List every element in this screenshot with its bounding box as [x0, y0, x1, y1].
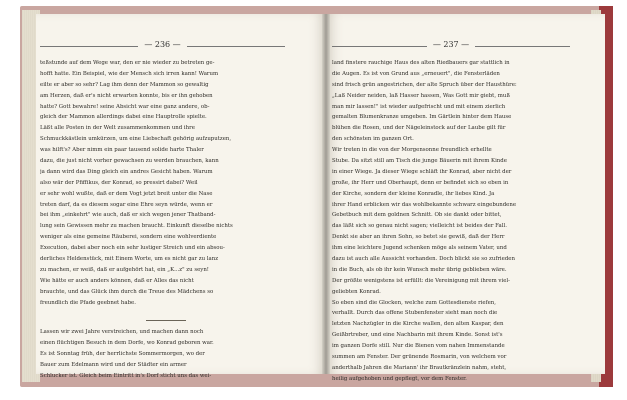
text-line: eilte er aber so sehr? Lag ihm denn der Mammon so gewaltig [40, 81, 209, 88]
text-line: Der größte wenigstens ist erfüllt: die Vereinigung mit ihrem viel- [332, 277, 510, 284]
right-page-number: — 237 — [427, 40, 475, 49]
text-line: das läßt sich so genau nicht sagen; vielleicht ist beides der Fall. [332, 223, 507, 230]
text-line: zu machen, er weiß, daß er aufgehört hat, ein „K...z" zu seyn! [40, 266, 209, 273]
text-line: gleich der Mammon allerdings dabei eine Hauptrolle spielte. [40, 114, 207, 121]
text-line: in einer Wiege. Ja dieser Wiege schläft ihr Konrad, aber nicht der [332, 168, 512, 175]
text-line: man mir lassen!" ist wieder aufgefrischt und mit einem zierlich [332, 103, 506, 110]
text-line: im ganzen Dorfe still. Nur die Bienen vom nahen Immenstande [332, 343, 505, 350]
text-line: dazu ist auch alle Aussicht vorhanden. Doch blickt sie so zufrieden [332, 256, 515, 263]
text-line: Wir treten in die von der Morgensonne freundlich erhellte [332, 147, 492, 154]
right-page-header [332, 40, 570, 52]
text-line: anderthalb Jahren die Mariann' ihr Brautkränzlein nahm, steht, [332, 364, 507, 371]
text-line: derliches Heldenstück, mit Einem Worte, um es nicht gar zu lanz [40, 256, 219, 263]
text-line: hatte? Gott bewahre! seine Absicht war eine ganz andere, ob- [40, 103, 210, 110]
book-gutter [322, 14, 330, 374]
text-line: geliebten Konrad. [332, 288, 381, 295]
text-line: am Herzen, daß er's nicht erwarten konnte, bis er ihn gehoben [40, 92, 213, 99]
text-line: Lassen wir zwei Jahre verstreichen, und machen dann noch [40, 329, 204, 335]
text-line: verhallt. Durch das offene Stubenfenster sieht man noch die [332, 310, 498, 317]
text-line: er sehr wohl wußte, daß er dem Vogt jetzt breit unter die Nase [40, 190, 213, 197]
text-line: ihm eine leichtere Jugend schenken möge als seinem Vater, und [332, 245, 507, 252]
left-page-text [40, 58, 288, 308]
text-line: gemalten Blumenkranze umgeben. Im Gärtlein hinter dem Hause [332, 114, 512, 121]
text-line: Stube. Da sitzt still am Tisch die junge Bäuerin mit ihrem Kinde [332, 158, 507, 165]
text-line: letzten Nachzügler in die Kirche wallen, den alten Kaspar, den [332, 321, 504, 328]
text-line: brauchte, und das Glück ihm durch die Treue des Mädchens so [40, 288, 214, 295]
text-line: summen am Fenster. Der grünende Rosmarin, von welchem vor [332, 354, 507, 361]
text-line: Wie hätte er auch anders können, daß er Alles das nicht [40, 277, 194, 284]
text-line: blühen die Rosen, und der Nägeleinstock auf der Laube gilt für [332, 125, 506, 132]
text-line: ihrer Hand erblicken wir das wohlbekannte schwarz eingebundene [332, 201, 517, 208]
text-line: Execution, dabei aber noch ein sehr lustiger Streich und ein absou- [40, 245, 225, 252]
text-line: Gebetbuch mit dem goldnen Schnitt. Ob sie dankt oder bittet, [332, 212, 502, 219]
text-line: Schmuckkästlein umkürzen, um eine Liebschaft gehörig aufzuputzen, [40, 136, 232, 143]
left-page-header [40, 40, 285, 52]
text-line: weniger als eine gemeine Räuberei, sondern eine wohlverdiente [40, 234, 217, 241]
text-line: den schönsten im ganzen Ort. [332, 136, 414, 143]
text-line: land finstere rauchige Haus des alten Riedbauers gar stattlich in [332, 60, 510, 66]
text-line: Läßt alle Posten in der Welt zusammenkommen und ihre [40, 125, 195, 132]
text-line: freundlich die Pfade geebnet habe. [40, 299, 136, 306]
text-line: sind frisch grün angestrichen, der alte Spruch über der Hausthüre: [332, 81, 517, 88]
text-line: Denkt sie aber an ihren Sohn, so betet sie gewiß, daß der Herr [332, 234, 505, 241]
text-line: ja dann wird das Ding gleich ein andres Gesicht haben. Warum [40, 168, 213, 175]
left-page-text-section-2 [40, 327, 288, 381]
right-page-text [332, 58, 572, 385]
text-line: Geißbrtreber, und eine Nachbarin mit ihrem Kinde. Sonst ist's [332, 332, 503, 339]
text-line: in die Buch, als ob ihr kein Wunsch mehr übrig geblieben wäre. [332, 266, 507, 273]
text-line: heilig aufgehoben und gepflegt, vor dem Fenster. [332, 375, 467, 382]
text-line: was hilft's? Aber nimm ein paar tausend solide harte Thaler [40, 147, 204, 154]
text-line: So eben sind die Glocken, welche zum Gottesdienste riefen, [332, 299, 496, 306]
text-line: Schlucker ist. Gleich beim Eintritt in's Dorf sticht uns das wei- [40, 372, 212, 379]
text-line: bei ihm „einkehrt" wie auch, daß er sich wegen jener Thatband- [40, 212, 216, 219]
text-line: Es ist Sonntag früh, der herrlichste Sommermorgen, wo der [40, 350, 205, 357]
text-line: „Laß Neider neiden, laß Hasser hassen, Was Gott mir giebt, muß [332, 92, 510, 99]
text-line: die Augen. Es ist von Grund aus „erneuert", die Fensterläden [332, 70, 500, 77]
text-line: teßstunde auf dem Wege war, den er nie wieder zu betreten ge- [40, 60, 215, 66]
text-line: große, ihr Herr und Oberhaupt, denn er befindet sich so eben in [332, 179, 509, 186]
text-line: hofft hatte. Ein Beispiel, wie der Mensch sich irren kann! Warum [40, 70, 219, 77]
text-line: dazu, die just nicht vorher gewachsen zu werden brauchen, kann [40, 158, 219, 165]
left-page-number: — 236 — [138, 40, 186, 49]
text-line: also wär der Pfiffikus, der Konrad, so pressirt dabei? Weil [40, 179, 198, 186]
text-line: einen flüchtigen Besuch in dem Dorfe, wo Konrad geboren war. [40, 339, 214, 346]
text-line: treten darf, da es diesem sogar eine Ehre seyn würde, wenn er [40, 201, 213, 208]
text-line: lung sein Gewissen mehr zu machen braucht. Einkunft dieselbe nichts [40, 223, 233, 230]
section-divider [146, 320, 186, 321]
text-line: Bauer zum Edelmann wird und der Städter ein armer [40, 361, 187, 368]
text-line: der Kirche, sondern der kleine Konradle, ihr liebes Kind. Ja [332, 190, 495, 197]
